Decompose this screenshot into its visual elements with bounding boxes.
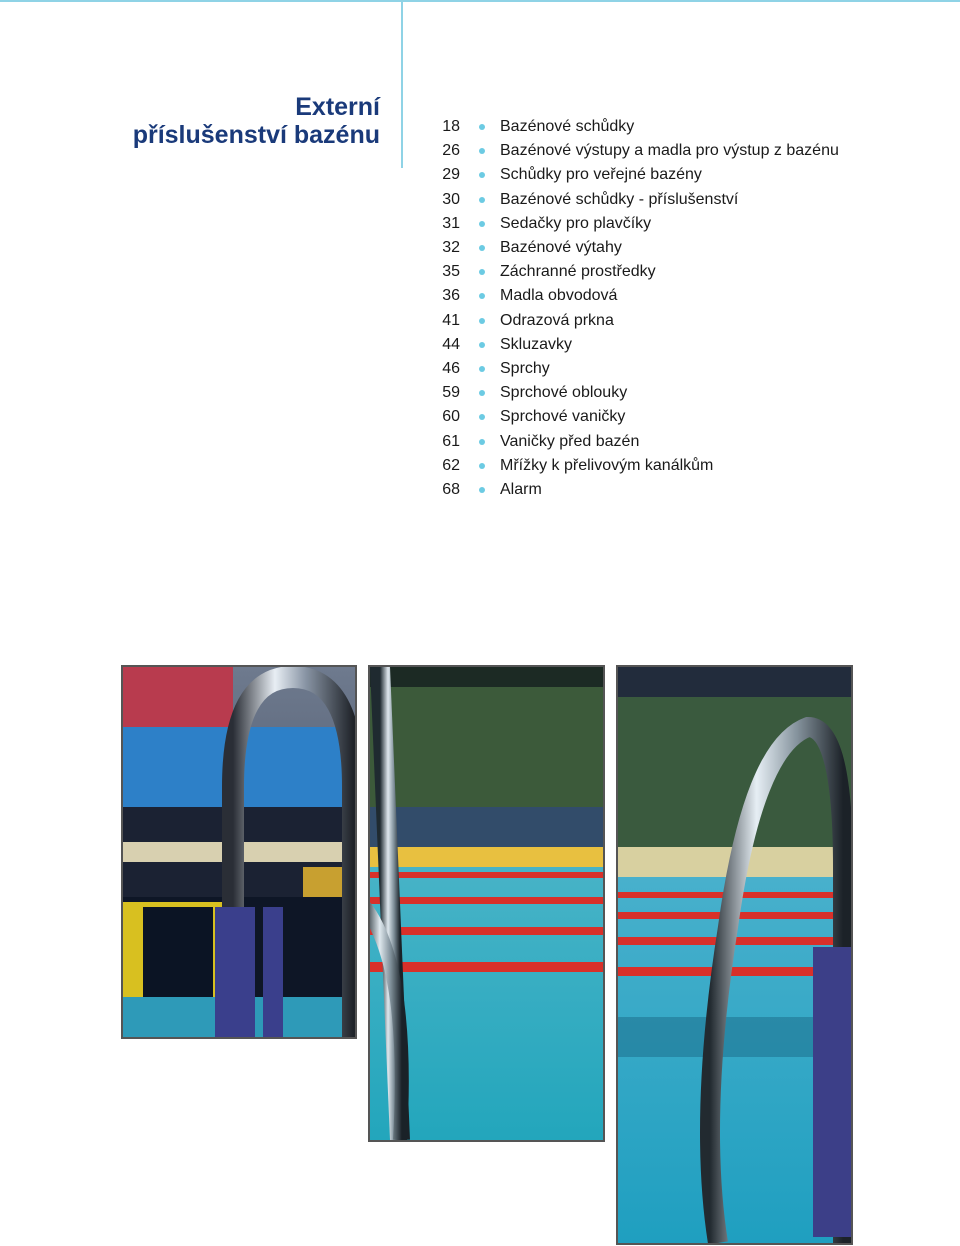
toc-item[interactable] [420, 139, 940, 163]
bullet-icon [479, 148, 485, 154]
toc-item[interactable] [420, 236, 940, 260]
bullet-icon [479, 172, 485, 178]
bullet-icon [479, 221, 485, 227]
toc-item[interactable] [420, 163, 940, 187]
toc-page-number: 32 [442, 239, 460, 257]
toc-item[interactable] [420, 115, 940, 139]
toc-page-number: 59 [442, 384, 460, 402]
toc-label: Bazénové schůdky [500, 118, 635, 136]
toc-label: Sedačky pro plavčíky [500, 214, 652, 232]
bullet-icon [479, 293, 485, 299]
toc-item[interactable] [420, 454, 940, 478]
toc-page-number: 46 [442, 359, 460, 377]
bullet-icon [479, 245, 485, 251]
section-title-line-2: příslušenství bazénu [132, 121, 380, 149]
toc-page-number: 35 [442, 263, 460, 281]
toc-label: Bazénové výtahy [500, 239, 622, 257]
toc-item[interactable] [420, 429, 940, 453]
bullet-icon [479, 269, 485, 275]
toc-label: Bazénové schůdky - příslušenství [500, 190, 739, 208]
pool-ladder-photo-2 [368, 665, 605, 1142]
toc-item[interactable] [420, 357, 940, 381]
bullet-icon [479, 124, 485, 130]
pool-ladder-image [618, 667, 851, 1243]
bullet-icon [479, 463, 485, 469]
pool-ladder-photo-1 [121, 665, 357, 1039]
toc-page-number: 41 [442, 311, 460, 329]
toc-page-number: 62 [442, 456, 460, 474]
pool-ladder-photo-3 [616, 665, 853, 1245]
toc-page-number: 60 [442, 408, 460, 426]
bullet-icon [479, 366, 485, 372]
toc-page-number: 30 [442, 190, 460, 208]
toc-label: Vaničky před bazén [500, 432, 640, 450]
toc-label: Madla obvodová [500, 287, 618, 305]
toc-page-number: 68 [442, 480, 460, 498]
toc-item[interactable] [420, 405, 940, 429]
vertical-divider [401, 0, 403, 168]
toc-item[interactable] [420, 260, 940, 284]
toc-label: Sprchové vaničky [500, 408, 626, 426]
toc-item[interactable] [420, 212, 940, 236]
toc-item[interactable] [420, 284, 940, 308]
toc-page-number: 36 [442, 287, 460, 305]
toc-label: Záchranné prostředky [500, 263, 656, 281]
bullet-icon [479, 414, 485, 420]
pool-ladder-image [123, 667, 355, 1037]
toc-label: Schůdky pro veřejné bazény [500, 166, 702, 184]
toc-item[interactable] [420, 188, 940, 212]
toc-label: Mřížky k přelivovým kanálkům [500, 456, 714, 474]
pool-lanes-image [370, 667, 603, 1140]
top-accent-line [0, 0, 960, 2]
toc-label: Bazénové výstupy a madla pro výstup z bazénu [500, 142, 839, 160]
toc-item[interactable] [420, 381, 940, 405]
toc-page-number: 61 [442, 432, 460, 450]
section-title [100, 93, 380, 149]
toc-page-number: 29 [442, 166, 460, 184]
toc-label: Odrazová prkna [500, 311, 614, 329]
bullet-icon [479, 439, 485, 445]
toc-label: Alarm [500, 480, 542, 498]
bullet-icon [479, 390, 485, 396]
toc-label: Skluzavky [500, 335, 573, 353]
bullet-icon [479, 487, 485, 493]
section-title-line-1: Externí [295, 93, 380, 121]
toc-label: Sprchy [500, 359, 550, 377]
toc-page-number: 31 [442, 214, 460, 232]
table-of-contents [420, 115, 940, 502]
bullet-icon [479, 318, 485, 324]
bullet-icon [479, 342, 485, 348]
toc-item[interactable] [420, 333, 940, 357]
toc-page-number: 44 [442, 335, 460, 353]
toc-page-number: 26 [442, 142, 460, 160]
toc-label: Sprchové oblouky [500, 384, 628, 402]
toc-page-number: 18 [442, 118, 460, 136]
toc-item[interactable] [420, 478, 940, 502]
bullet-icon [479, 197, 485, 203]
toc-item[interactable] [420, 309, 940, 333]
